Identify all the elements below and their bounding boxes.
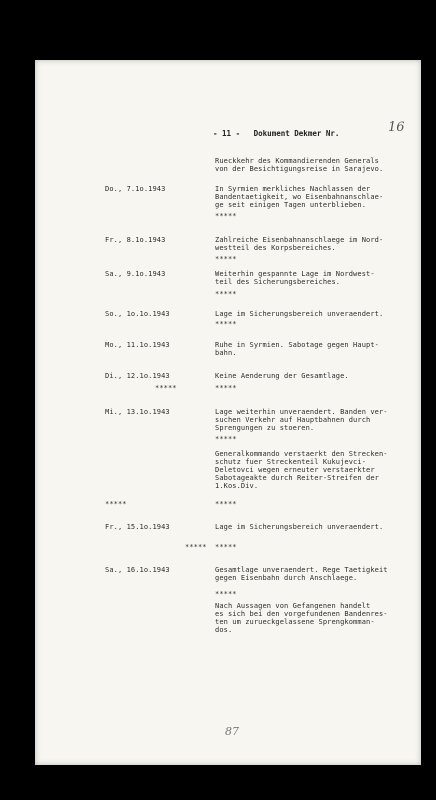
entry-separator: ***** [215, 255, 237, 263]
entry-text: Ruhe in Syrmien. Sabotage gegen Haupt- bahn. [215, 341, 379, 357]
entry-date: Mi., 13.1o.1943 [105, 408, 170, 416]
entry-text: Lage im Sicherungsbereich unveraendert. [215, 523, 384, 531]
entry-separator: ***** [215, 290, 237, 298]
entry-text: Keine Aenderung der Gesamtlage. [215, 372, 349, 380]
entry-date: Di., 12.1o.1943 [105, 372, 170, 380]
document-page [35, 60, 421, 765]
page-header: - 11 - Dokument Dekmer Nr. [213, 129, 340, 138]
entry-text: Rueckkehr des Kommandierenden Generals von der Besichtigungsreise in Sarajevo. [215, 157, 384, 173]
entry-text: Nach Aussagen von Gefangenen handelt es sich bei den vorgefundenen Bandenres- ten um zurueckgelassene Sprengkomman- dos. [215, 602, 388, 634]
entry-date: Sa., 16.1o.1943 [105, 566, 170, 574]
entry-text: Lage weiterhin unveraendert. Banden ver- suchen Verkehr auf Hauptbahnen durch Sprengungen zu stoeren. [215, 408, 388, 432]
entry-date: So., 1o.1o.1943 [105, 310, 170, 318]
handwritten-document-number: 16 [388, 120, 405, 135]
separator-right: ***** [215, 543, 237, 551]
separator-right: ***** [215, 384, 237, 392]
entry-text: Gesamtlage unveraendert. Rege Taetigkeit gegen Eisenbahn durch Anschlaege. [215, 566, 388, 582]
entry-separator: ***** [215, 320, 237, 328]
entry-date: Mo., 11.1o.1943 [105, 341, 170, 349]
entry-date: Sa., 9.1o.1943 [105, 270, 166, 278]
entry-separator: ***** [215, 435, 237, 443]
handwritten-footer-mark: 87 [225, 725, 239, 738]
entry-date: Fr., 8.1o.1943 [105, 236, 166, 244]
separator-left: ***** [155, 384, 177, 392]
separator-right: ***** [215, 500, 237, 508]
entry-text: Generalkommando verstaerkt den Strecken- schutz fuer Streckenteil Kukujevci- Deletovci wegen erneuter verstaerkter Sabotageakte durch Reiter-Streifen der 1.Kos.Div. [215, 450, 388, 490]
separator-left: ***** [105, 500, 127, 508]
entry-text: In Syrmien merkliches Nachlassen der Bandentaetigkeit, wo Eisenbahnanschlae- ge seit einigen Tagen unterblieben. [215, 185, 384, 209]
entry-separator: ***** [215, 212, 237, 220]
entry-text: Weiterhin gespannte Lage im Nordwest- teil des Sicherungsbereiches. [215, 270, 375, 286]
entry-separator: ***** [215, 590, 237, 598]
entry-date: Fr., 15.1o.1943 [105, 523, 170, 531]
entry-text: Lage im Sicherungsbereich unveraendert. [215, 310, 384, 318]
separator-left: ***** [185, 543, 207, 551]
entry-text: Zahlreiche Eisenbahnanschlaege im Nord- westteil des Korpsbereiches. [215, 236, 384, 252]
entry-date: Do., 7.1o.1943 [105, 185, 166, 193]
